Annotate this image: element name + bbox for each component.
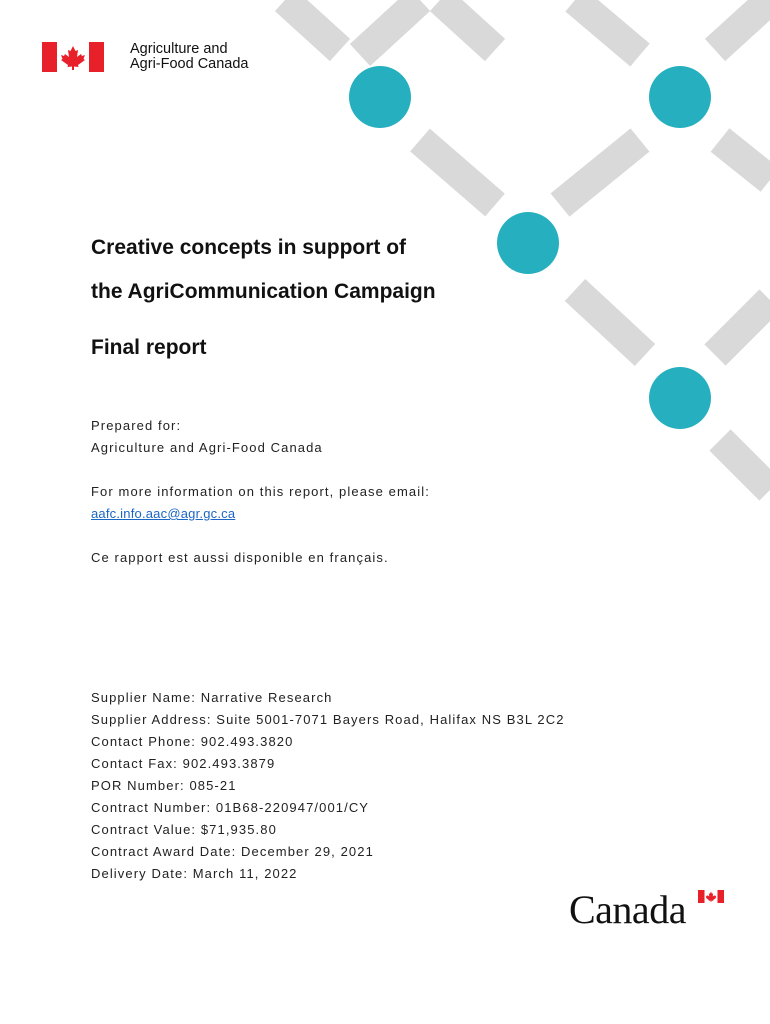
diagonal-bar [720, 440, 770, 490]
teal-circle [349, 66, 411, 128]
email-link[interactable]: aafc.info.aac@agr.gc.ca [91, 506, 236, 521]
diagonal-bar [715, 300, 770, 355]
canada-flag-icon [698, 890, 724, 903]
diagonal-bar [560, 140, 640, 205]
diagonal-bar [575, 290, 645, 355]
diagonal-bar [575, 0, 640, 55]
title-line: the AgriCommunication Campaign [91, 280, 436, 303]
delivery-date: Delivery Date: March 11, 2022 [91, 866, 298, 881]
org-name-line: Agriculture and [130, 41, 228, 57]
prepared-for-label: Prepared for: [91, 418, 182, 433]
report-title [91, 226, 511, 314]
canada-wordmark [569, 884, 727, 932]
diagonal-bar [715, 0, 770, 50]
por-number: POR Number: 085-21 [91, 778, 237, 793]
prepared-for-organization: Agriculture and Agri-Food Canada [91, 440, 323, 455]
teal-circle [649, 66, 711, 128]
org-name [130, 42, 249, 72]
supplier-name: Supplier Name: Narrative Research [91, 690, 333, 705]
diagonal-bar [285, 0, 340, 50]
contract-award-date: Contract Award Date: December 29, 2021 [91, 844, 374, 859]
contact-fax: Contact Fax: 902.493.3879 [91, 756, 276, 771]
supplier-address: Supplier Address: Suite 5001-7071 Bayers Road, Halifax NS B3L 2C2 [91, 712, 565, 727]
report-subtitle: Final report [91, 336, 207, 359]
contract-number: Contract Number: 01B68-220947/001/CY [91, 800, 370, 815]
contact-phone: Contact Phone: 902.493.3820 [91, 734, 294, 749]
org-name-line: Agri-Food Canada [130, 56, 249, 72]
contract-value: Contract Value: $71,935.80 [91, 822, 277, 837]
diagonal-bar [420, 140, 495, 205]
more-info-label: For more information on this report, please email: [91, 484, 430, 499]
canada-flag-icon [42, 42, 104, 72]
diagonal-bar [360, 0, 420, 55]
canada-wordmark-text: Canada [569, 887, 686, 932]
title-line: Creative concepts in support of [91, 236, 407, 259]
diagonal-bar [440, 0, 495, 50]
supplier-details [91, 687, 565, 885]
teal-circle [649, 367, 711, 429]
org-logo [42, 42, 249, 72]
diagonal-bar [720, 140, 770, 180]
french-availability-note: Ce rapport est aussi disponible en français. [91, 550, 389, 565]
